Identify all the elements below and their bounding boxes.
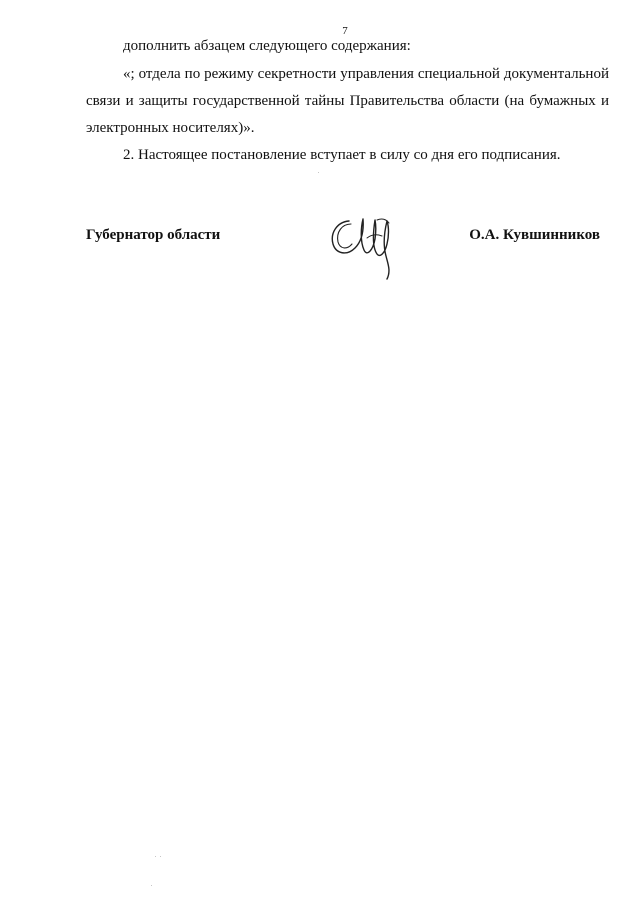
paragraph-line-3: связи и защиты государственной тайны Правительства области (на бумажных и: [86, 93, 609, 109]
scan-speck: [155, 856, 156, 857]
paragraph-line-5: 2. Настоящее постановление вступает в силу со дня его подписания.: [123, 147, 561, 163]
scan-speck: [318, 172, 319, 173]
paragraph-line-1: дополнить абзацем следующего содержания:: [123, 38, 411, 54]
paragraph-line-2: «; отдела по режиму секретности управления специальной документальной: [123, 66, 609, 82]
scan-speck: [160, 856, 161, 857]
paragraph-line-4: электронных носителях)».: [86, 120, 255, 136]
signer-title: Губернатор области: [86, 227, 221, 243]
signer-name: О.А. Кувшинников: [469, 227, 600, 243]
scan-speck: [151, 885, 152, 886]
page-number: 7: [342, 25, 348, 37]
handwritten-signature: [325, 205, 401, 280]
